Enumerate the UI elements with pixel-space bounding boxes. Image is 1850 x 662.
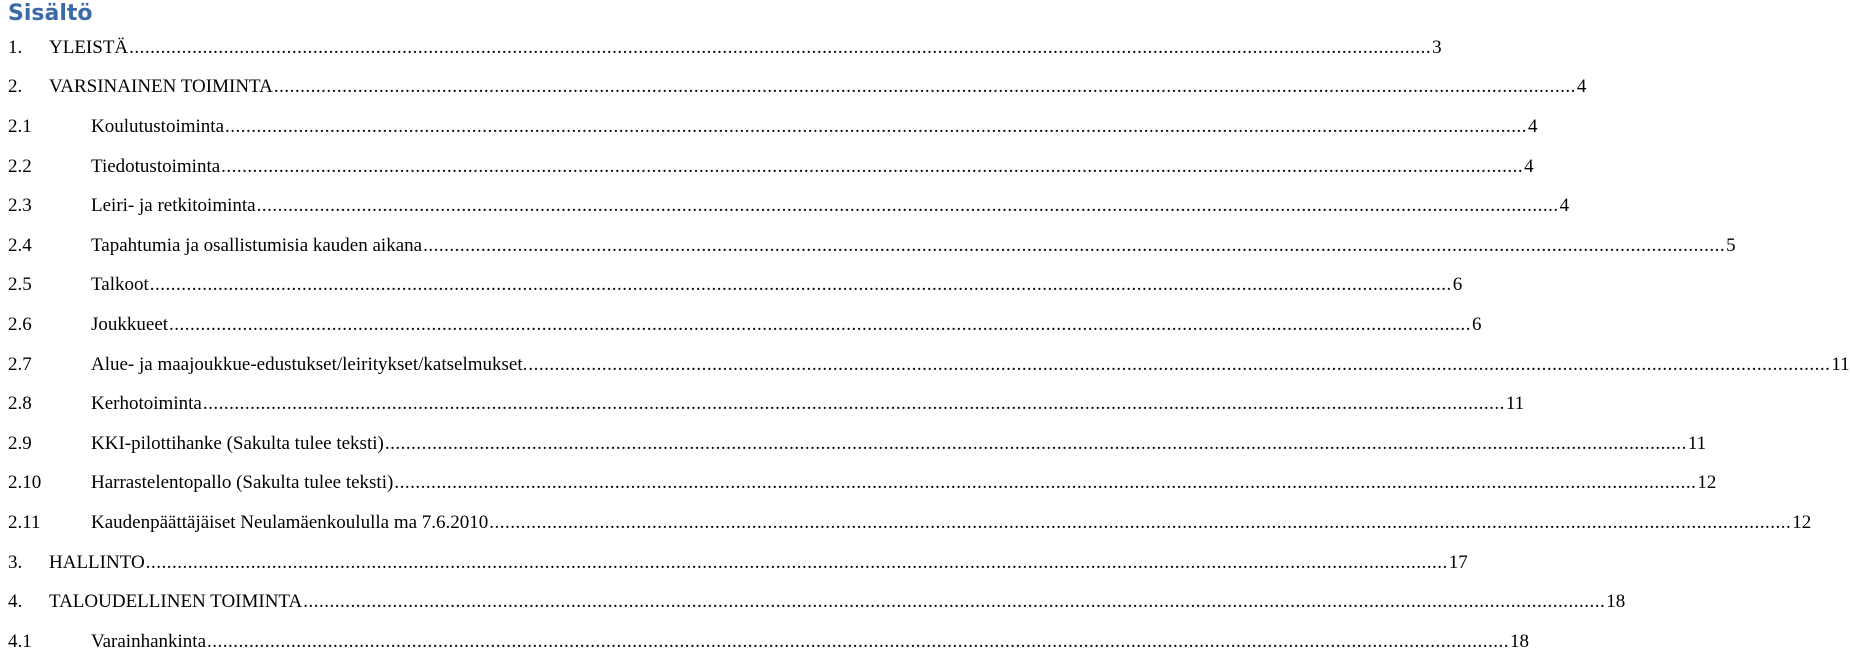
toc-entry-number: 2.8 xyxy=(8,393,32,415)
toc-page-number: 12 xyxy=(1697,472,1717,494)
toc-entry-number: 2.9 xyxy=(8,432,32,454)
toc-entry-4[interactable] xyxy=(0,582,1626,622)
toc-dot-leader xyxy=(207,631,1509,653)
toc-entry-number: 2.6 xyxy=(8,313,32,335)
toc-entry-2-8[interactable] xyxy=(0,384,1525,424)
toc-dot-leader xyxy=(274,76,1576,98)
toc-entry-number: 2.1 xyxy=(8,115,32,137)
toc-entry-number: 2.2 xyxy=(8,155,32,177)
toc-entry-number: 2.11 xyxy=(8,511,41,533)
toc-dot-leader xyxy=(489,512,1791,534)
toc-entry-label: Alue- ja maajoukkue-edustukset/leiritykset/katselmukset. xyxy=(91,353,528,375)
toc-dot-leader xyxy=(203,393,1505,415)
toc-entry-label: HALLINTO xyxy=(49,551,145,573)
toc-page-number: 4 xyxy=(1576,76,1587,98)
table-of-contents xyxy=(0,28,1850,662)
toc-page-number: 17 xyxy=(1448,551,1468,573)
toc-entry-label: Kerhotoiminta xyxy=(91,393,202,415)
toc-title: Sisältö xyxy=(8,1,93,26)
toc-entry-label: Joukkueet xyxy=(91,313,169,335)
toc-page-number: 18 xyxy=(1606,591,1626,613)
toc-entry-label: Koulutustoiminta xyxy=(91,115,224,137)
toc-entry-label: Harrastelentopallo (Sakulta tulee teksti) xyxy=(91,472,394,494)
toc-entry-label: Talkoot xyxy=(91,274,149,296)
toc-page-number: 11 xyxy=(1831,353,1850,375)
toc-entry-2-10[interactable] xyxy=(0,464,1717,504)
toc-entry-2-7[interactable] xyxy=(0,345,1850,385)
toc-page-number: 11 xyxy=(1505,393,1525,415)
toc-entry-label: TALOUDELLINEN TOIMINTA xyxy=(49,591,303,613)
toc-dot-leader xyxy=(221,156,1523,178)
toc-dot-leader xyxy=(169,314,1471,336)
toc-entry-label: Leiri- ja retkitoiminta xyxy=(91,195,256,217)
toc-dot-leader xyxy=(303,591,1605,613)
toc-dot-leader xyxy=(146,552,1448,574)
toc-entry-number: 2.4 xyxy=(8,234,32,256)
toc-entry-2-9[interactable] xyxy=(0,424,1707,464)
toc-entry-number: 2.7 xyxy=(8,353,32,375)
toc-entry-label: KKI-pilottihanke (Sakulta tulee teksti) xyxy=(91,432,384,454)
toc-entry-label: YLEISTÄ xyxy=(49,36,129,58)
toc-entry-label: Tapahtumia ja osallistumisia kauden aikana xyxy=(91,234,423,256)
toc-entry-number: 2.5 xyxy=(8,274,32,296)
toc-entry-label: Kaudenpäättäjäiset Neulamäenkoululla ma 7.6.2010 xyxy=(91,511,489,533)
toc-page-number: 6 xyxy=(1452,274,1463,296)
toc-page-number: 4 xyxy=(1528,115,1538,137)
toc-page-number: 12 xyxy=(1792,511,1812,533)
toc-entry-label: VARSINAINEN TOIMINTA xyxy=(49,76,273,98)
toc-page-number: 18 xyxy=(1510,630,1530,652)
toc-entry-2-3[interactable] xyxy=(0,186,1570,226)
toc-entry-number: 4.1 xyxy=(8,630,32,652)
toc-entry-number: 1. xyxy=(8,36,23,58)
toc-dot-leader xyxy=(257,195,1559,217)
toc-entry-label: Varainhankinta xyxy=(91,630,207,652)
toc-entry-2-11[interactable] xyxy=(0,503,1812,543)
toc-page-number: 6 xyxy=(1472,313,1482,335)
toc-dot-leader xyxy=(528,354,1830,376)
toc-entry-number: 3. xyxy=(8,551,23,573)
toc-entry-2[interactable] xyxy=(0,68,1587,108)
toc-dot-leader xyxy=(423,235,1725,257)
toc-entry-4-1[interactable] xyxy=(0,622,1530,662)
toc-dot-leader xyxy=(129,37,1431,59)
toc-entry-2-2[interactable] xyxy=(0,147,1534,187)
toc-entry-label: Tiedotustoiminta xyxy=(91,155,221,177)
toc-entry-number: 2. xyxy=(8,76,23,98)
toc-entry-2-6[interactable] xyxy=(0,305,1482,345)
toc-entry-number: 2.10 xyxy=(8,472,42,494)
toc-entry-1[interactable] xyxy=(0,28,1442,68)
toc-page-number: 4 xyxy=(1524,155,1534,177)
toc-page-number: 4 xyxy=(1559,195,1570,217)
toc-entry-number: 2.3 xyxy=(8,195,32,217)
toc-dot-leader xyxy=(225,116,1527,138)
toc-entry-2-1[interactable] xyxy=(0,107,1538,147)
toc-page-number: 11 xyxy=(1687,432,1707,454)
toc-dot-leader xyxy=(385,433,1687,455)
toc-entry-2-4[interactable] xyxy=(0,226,1736,266)
toc-entry-number: 4. xyxy=(8,591,23,613)
toc-entry-3[interactable] xyxy=(0,543,1468,583)
toc-page-number: 3 xyxy=(1432,36,1442,58)
toc-entry-2-5[interactable] xyxy=(0,266,1463,306)
toc-dot-leader xyxy=(394,472,1696,494)
toc-dot-leader xyxy=(150,274,1452,296)
toc-page-number: 5 xyxy=(1726,234,1736,256)
